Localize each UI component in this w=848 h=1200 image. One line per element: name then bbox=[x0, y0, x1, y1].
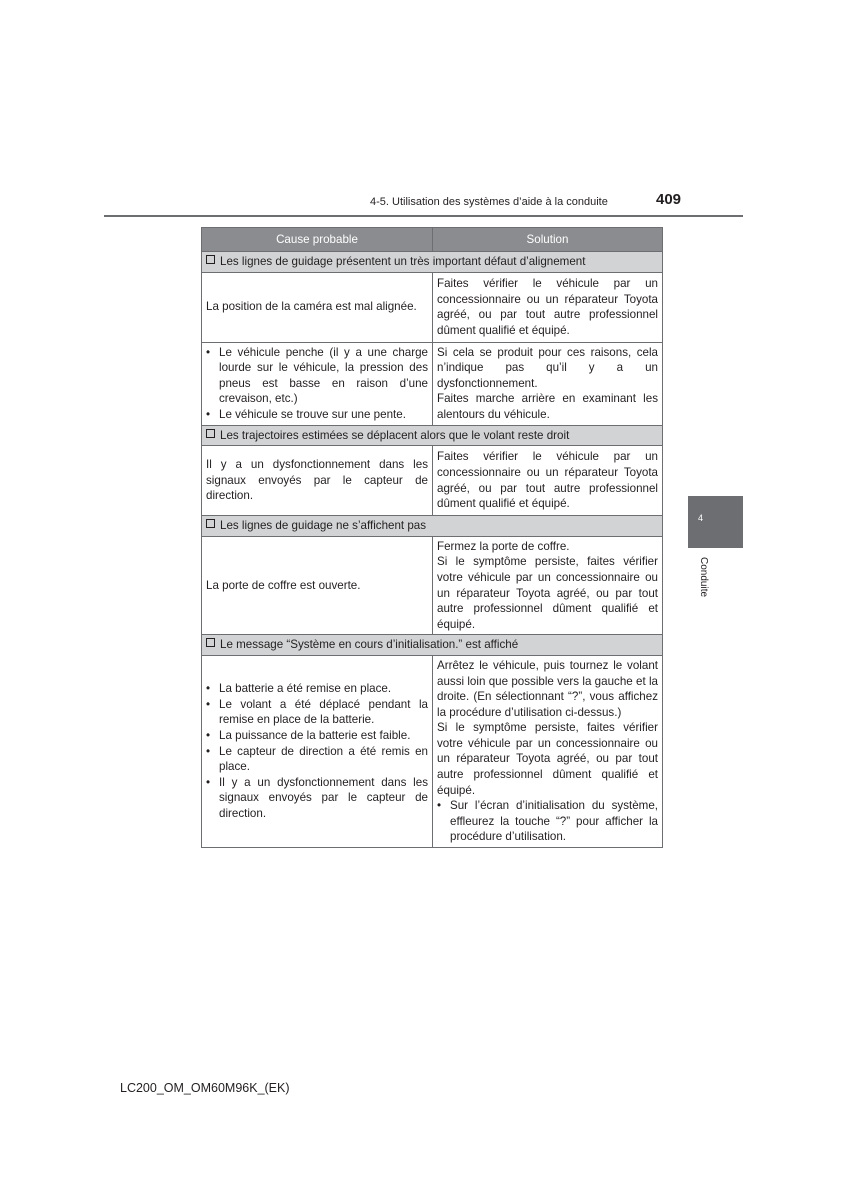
list-item: • Le véhicule se trouve sur une pente. bbox=[219, 407, 428, 423]
troubleshooting-table bbox=[201, 227, 663, 848]
solution-cell: Faites vérifier le véhicule par un concessionnaire ou un réparateur Toyota agréé, ou par tout autre professionnel dûment qualifié et équipé. bbox=[433, 272, 663, 342]
checkbox-icon bbox=[206, 429, 215, 438]
section-heading bbox=[202, 516, 663, 537]
section-row bbox=[202, 425, 663, 446]
chapter-number: 4 bbox=[698, 513, 704, 523]
solution-text: Si le symptôme persiste, faites vérifier votre véhicule par un concessionnaire ou un réparateur Toyota agréé, ou par tout autre professionnel dûment qualifié et équipé. bbox=[437, 721, 658, 797]
section-heading bbox=[202, 425, 663, 446]
cause-list bbox=[206, 681, 428, 821]
list-item: • Sur l’écran d’initialisation du système, effleurez la touche “?” pour afficher la procédure d’utilisation. bbox=[450, 798, 658, 845]
solution-text: Arrêtez le véhicule, puis tournez le volant aussi loin que possible vers la gauche et la droite. (En sélectionnant “?”, vous affichez la procédure d’utilisation ci-dessus.) bbox=[437, 658, 658, 719]
list-item: • Le capteur de direction a été remis en place. bbox=[219, 744, 428, 775]
list-item: • Il y a un dysfonctionnement dans les signaux envoyés par le capteur de direction. bbox=[219, 775, 428, 822]
checkbox-icon bbox=[206, 638, 215, 647]
cause-cell: La porte de coffre est ouverte. bbox=[202, 536, 433, 635]
solution-text: Fermez la porte de coffre. bbox=[437, 539, 570, 553]
list-item: • La batterie a été remise en place. bbox=[219, 681, 428, 697]
section-heading bbox=[202, 252, 663, 273]
column-header-solution: Solution bbox=[433, 228, 663, 252]
checkbox-icon bbox=[206, 519, 215, 528]
section-heading bbox=[202, 635, 663, 656]
list-item: • Le volant a été déplacé pendant la remise en place de la batterie. bbox=[219, 697, 428, 728]
section-title-text: Les trajectoires estimées se déplacent alors que le volant reste droit bbox=[220, 428, 570, 442]
section-title: 4-5. Utilisation des systèmes d’aide à la conduite bbox=[370, 196, 608, 208]
page-number: 409 bbox=[656, 191, 682, 208]
solution-cell bbox=[433, 655, 663, 847]
table-row bbox=[202, 536, 663, 635]
table-row bbox=[202, 655, 663, 847]
section-row bbox=[202, 252, 663, 273]
column-header-cause: Cause probable bbox=[202, 228, 433, 252]
section-row bbox=[202, 516, 663, 537]
chapter-label: Conduite bbox=[698, 557, 709, 598]
cause-cell: La position de la caméra est mal alignée. bbox=[202, 272, 433, 342]
section-title-text: Les lignes de guidage ne s’affichent pas bbox=[220, 519, 427, 533]
checkbox-icon bbox=[206, 255, 215, 264]
solution-text: Si cela se produit pour ces raisons, cela n’indique pas qu’il y a un dysfonctionnement. bbox=[437, 345, 658, 390]
header-divider bbox=[104, 215, 743, 217]
section-row bbox=[202, 635, 663, 656]
cause-cell bbox=[202, 655, 433, 847]
solution-cell bbox=[433, 342, 663, 425]
solution-text: Si le symptôme persiste, faites vérifier votre véhicule par un concessionnaire ou un réparateur Toyota agréé, ou par tout autre professionnel dûment qualifié et équipé. bbox=[437, 555, 658, 631]
solution-list bbox=[437, 798, 658, 845]
section-title-text: Les lignes de guidage présentent un très important défaut d’alignement bbox=[220, 255, 586, 268]
cause-cell: Il y a un dysfonctionnement dans les signaux envoyés par le capteur de direction. bbox=[202, 446, 433, 516]
chapter-tab bbox=[688, 496, 743, 548]
table-row bbox=[202, 446, 663, 516]
cause-list bbox=[206, 345, 428, 423]
table-header-row bbox=[202, 228, 663, 252]
document-code: LC200_OM_OM60M96K_(EK) bbox=[120, 1081, 290, 1095]
section-title-text: Le message “Système en cours d’initialisation.” est affiché bbox=[220, 638, 519, 652]
cause-cell bbox=[202, 342, 433, 425]
list-item: • Le véhicule penche (il y a une charge lourde sur le véhicule, la pression des pneus est basse en raison d’une crevaison, etc.) bbox=[219, 345, 428, 407]
list-item: • La puissance de la batterie est faible. bbox=[219, 728, 428, 744]
solution-cell: Faites vérifier le véhicule par un concessionnaire ou un réparateur Toyota agréé, ou par tout autre professionnel dûment qualifié et équipé. bbox=[433, 446, 663, 516]
solution-text: Faites marche arrière en examinant les alentours du véhicule. bbox=[437, 392, 658, 421]
solution-cell bbox=[433, 536, 663, 635]
table-row bbox=[202, 342, 663, 425]
table-row bbox=[202, 272, 663, 342]
